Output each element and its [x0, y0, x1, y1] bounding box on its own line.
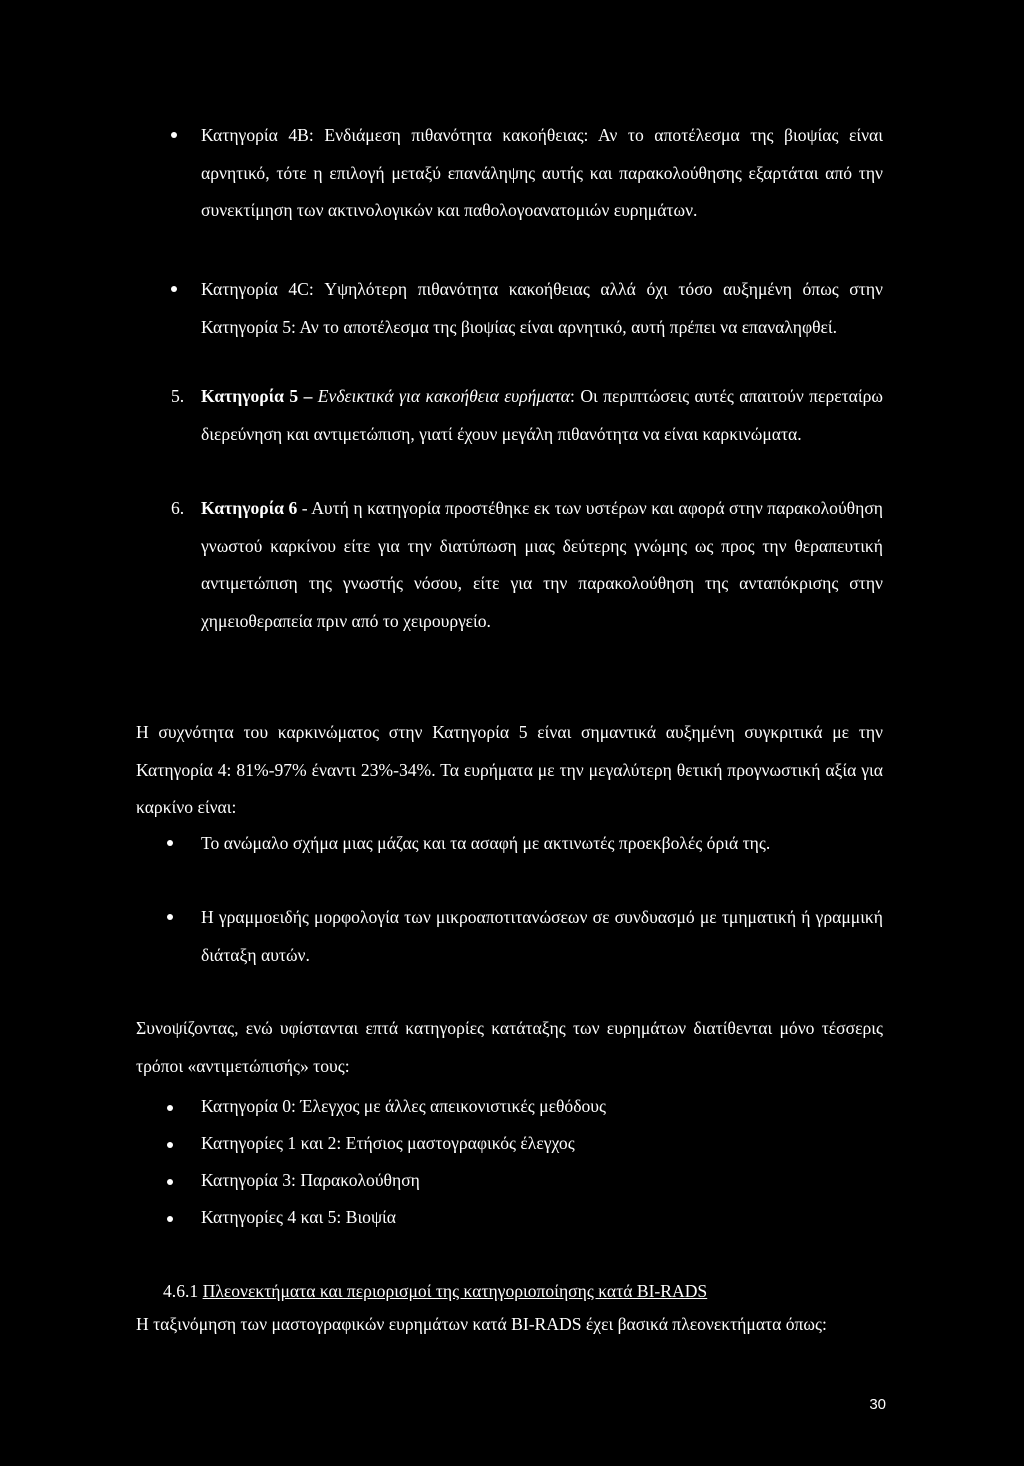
item-category-4c: Κατηγορία 4C: Υψηλότερη πιθανότητα κακοήθειας αλλά όχι τόσο αυξημένη όπως στην Κατηγορία 5: Αν το αποτέλεσμα της βιοψίας είναι αρνητικό, αυτή πρέπει να επαναληφθεί.: [201, 279, 883, 337]
finding-item: Η γραμμοειδής μορφολογία των μικροαποτιτανώσεων σε συνδυασμό με τμηματική ή γραμμική διάταξη αυτών.: [201, 907, 883, 965]
bullet-dot: [167, 1105, 173, 1111]
bullet-dot: [167, 914, 173, 920]
bullet-dot: [167, 840, 173, 846]
paragraph-summary: Συνοψίζοντας, ενώ υφίστανται επτά κατηγορίες κατάταξης των ευρημάτων διατίθενται μόνο τέσσερις τρόποι «αντιμετώπισής» τους:: [136, 1018, 883, 1076]
finding-item: Το ανώμαλο σχήμα μιας μάζας και τα ασαφή με ακτινωτές προεκβολές όριά της.: [201, 833, 771, 853]
item-category-6: [201, 490, 883, 640]
section-title-b: και περιορισμοί της κατηγοριοποίησης κατά BI-RADS: [315, 1281, 708, 1301]
item-category-5: [201, 378, 883, 453]
item-5-text: : Οι περιπτώσεις αυτές απαιτούν περεταίρω διερεύνηση και αντιμετώπιση, γιατί έχουν μεγάλη πιθανότητα να είναι καρκινώματα.: [201, 386, 883, 444]
bullet-dot: [167, 1142, 173, 1148]
approach-item: Κατηγορία 3: Παρακολούθηση: [201, 1170, 420, 1190]
paragraph-bi-rads: Η ταξινόμηση των μαστογραφικών ευρημάτων κατά BI-RADS έχει βασικά πλεονεκτήματα όπως:: [136, 1314, 827, 1334]
approach-item: Κατηγορίες 4 και 5: Βιοψία: [201, 1207, 396, 1227]
bullet-dot: [171, 286, 177, 292]
page-number: 30: [869, 1396, 886, 1413]
approach-item: Κατηγορίες 1 και 2: Ετήσιος μαστογραφικός έλεγχος: [201, 1133, 575, 1153]
item-5-number: 5.: [171, 386, 185, 406]
item-5-bold: Κατηγορία 5 –: [201, 386, 313, 406]
bullet-dot: [167, 1216, 173, 1222]
section-heading: [163, 1279, 707, 1303]
item-6-bold: Κατηγορία 6: [201, 498, 298, 518]
paragraph-frequency: Η συχνότητα του καρκινώματος στην Κατηγορία 5 είναι σημαντικά αυξημένη συγκριτικά με την Κατηγορία 4: 81%-97% έναντι 23%-34%. Τα ευρήματα με την μεγαλύτερη θετική προγνωστική αξία για καρκίνο είναι:: [136, 722, 883, 818]
item-6-number: 6.: [171, 498, 185, 518]
section-number: 4.6.1: [163, 1281, 199, 1301]
approach-item: Κατηγορία 0: Έλεγχος με άλλες απεικονιστικές μεθόδους: [201, 1096, 606, 1116]
section-title-a: Πλεονεκτήματα: [202, 1281, 316, 1301]
bullet-dot: [171, 132, 177, 138]
item-5-italic: Ενδεικτικά για κακοήθεια ευρήματα: [317, 386, 571, 406]
bullet-dot: [167, 1179, 173, 1185]
item-6-text: - Αυτή η κατηγορία προστέθηκε εκ των υστέρων και αφορά στην παρακολούθηση γνωστού καρκίνου είτε για την διατύπωση μιας δεύτερης γνώμης ως προς την θεραπευτική αντιμετώπιση της γνωστής νόσου, είτε για την παρακολούθηση της ανταπόκρισης στην χημειοθεραπεία πριν από το χειρουργείο.: [201, 498, 883, 631]
item-category-4b: Κατηγορία 4Β: Ενδιάμεση πιθανότητα κακοήθειας: Αν το αποτέλεσμα της βιοψίας είναι αρνητικό, τότε η επιλογή μεταξύ επανάληψης αυτής και παρακολούθησης εξαρτάται από την συνεκτίμηση των ακτινολογικών και παθολογοανατομιών ευρημάτων.: [201, 125, 883, 221]
